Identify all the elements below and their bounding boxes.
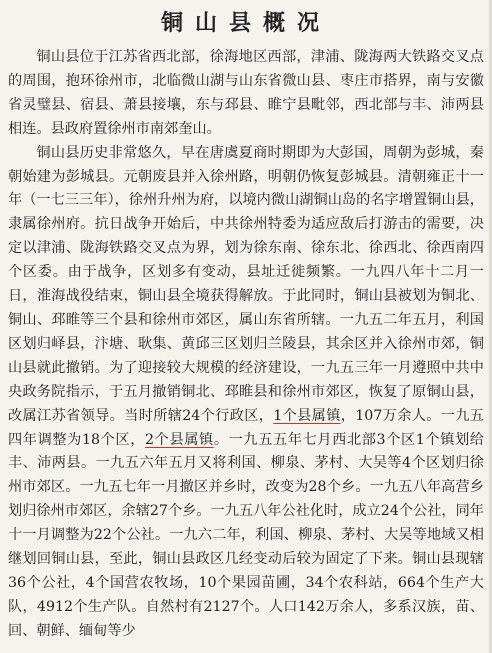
underlined-text: 2个县属镇 (145, 431, 214, 448)
paragraph-text: 铜山县位于江苏省西北部，徐海地区西部，津浦、陇海两大铁路交叉点的周围，抱环徐州市，北临微山湖与山东省微山县、枣庄市搭界，南与安徽省灵璧县、宿县、萧县接壤，东与邳县、睢宁县毗邻，西北部与丰、沛两县相连。县政府置徐州市南郊奎山。 (8, 49, 484, 137)
page-title: 铜山县概况 (160, 10, 331, 36)
paragraph-text: 铜山县历史非常悠久，早在唐虞夏商时期即为大彭国，周朝为彭城，秦朝始建为彭城县。元朝废县并入徐州路，明朝仍恢复彭城县。清朝雍正十一年（一七三三年），徐州升州为府，以境内微山湖铜山岛的名字增置铜山县，隶属徐州府。抗日战争开始后，中共徐州特委为适应敌后打游击的需要，决定以津浦、陇海铁路交叉点为界，划为徐东南、徐东北、徐西北、徐西南四个区委。由于战争，区划多有变动，县址迁徙频繁。一九四八年十二月一日，淮海战役结束，铜山县全境获得解放。于此同时，铜山县被划为铜北、铜山、邳睢等三个县和徐州市郊区，属山东省所辖。一九五二年五月，利国区划归峄县，汴塘、耿集、黄邱三区划归兰陵县，其余区并入徐州市郊，铜山县就此撤销。为了迎接较大规模的经济建设，一九五三年一月遵照中共中央政务院指示，于五月撤销铜北、邳睢县和徐州市郊区，恢复了原铜山县，改属江苏省领导。当时所辖24个行政区， (8, 144, 484, 424)
paragraph (8, 142, 484, 644)
paragraph-text: ，107万余人。一九五四年调整为18个区， (8, 407, 484, 448)
underlined-text: 1个县属镇 (273, 407, 341, 424)
document-body (8, 46, 484, 644)
paragraph (8, 46, 484, 142)
paragraph-text: 。一九五五年七月西北部3个区1个镇划给丰、沛两县。一九五六年五月又将利国、柳泉、茅村、大吴等4个区划归徐州市郊区。一九五七年一月撤区并乡时，改变为28个乡。一九五八年高营乡划归徐州市郊区，余辖27个乡。一九五八年公社化时，成立24个公社，同年十一月调整为22个公社。一九六二年，利国、柳泉、茅村、大吴等地域又相继划回铜山县，至此，铜山县政区几经变动后较为固定了下来。铜山县现辖36个公社，4个国营农牧场，10个果园苗圃，34个农科站，664个生产大队，4912个生产队。自然村有2127个。人口142万余人，多系汉族，苗、回、朝鲜、缅甸等少 (8, 431, 484, 639)
